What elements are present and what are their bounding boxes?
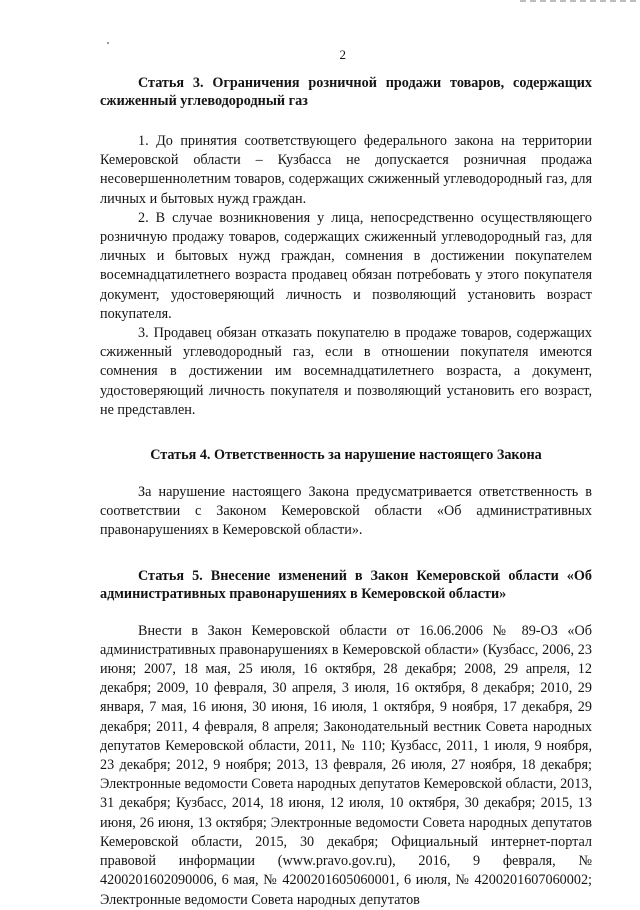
page-number: 2 <box>339 47 347 62</box>
scan-edge-mark <box>520 0 640 2</box>
article-5-paragraph: Внести в Закон Кемеровской области от 16.06.2006 № 89-ОЗ «Об административных правонарушениях в Кемеровской области» (Кузбасс, 2006, 23 июня; 2007, 18 мая, 25 июля, 16 октября, 28 декабря; 2008, 29 апреля, 12 декабря; 2009, 10 февраля, 30 апреля, 3 июля, 16 октября, 8 декабря; 2010, 29 января, 7 мая, 16 июня, 30 июня, 16 июля, 1 октября, 9 ноября, 17 декабря, 29 декабря; 2011, 4 февраля, 8 апреля; Законодательный вестник Совета народных депутатов Кемеровской области, 2011, № 110; Кузбасс, 2011, 1 июля, 9 ноября, 23 декабря; 2012, 9 ноября; 2013, 13 февраля, 26 июля, 27 ноября, 18 декабря; Электронные ведомости Совета народных депутатов Кемеровской области, 2013, 31 декабря; Кузбасс, 2014, 18 июня, 12 июля, 10 октября, 30 декабря; 2015, 13 июня, 26 июня, 13 октября; Электронные ведомости Совета народных депутатов Кемеровской области, 2015, 30 декабря; Официальный интернет-портал правовой информации (www.pravo.gov.ru), 2016, 9 февраля, № 4200201602090006, 6 мая, № 4200201605060001, 6 июля, № 4200201607060002; Электронные ведомости Совета народных депутатов <box>100 622 592 908</box>
scan-dot <box>107 42 109 44</box>
document-body <box>100 74 592 910</box>
article-4 <box>100 446 592 541</box>
article-4-heading: Статья 4. Ответственность за нарушение настоящего Закона <box>150 447 542 464</box>
article-5 <box>100 567 592 910</box>
article-3-paragraph-1: 1. До принятия соответствующего федерального закона на территории Кемеровской области – Кузбасса не допускается розничная продажа несовершеннолетним товаров, содержащих сжиженный углеводородный газ, для личных и бытовых нужд граждан. <box>100 133 592 207</box>
article-3-paragraph-3: 3. Продавец обязан отказать покупателю в продаже товаров, содержащих сжиженный углеводородный газ, если в отношении покупателя имеются сомнения в достижении им восемнадцатилетнего возраста, а документ, удостоверяющий личность покупателя и позволяющий установить его возраст, не представлен. <box>100 325 592 418</box>
article-3 <box>100 74 592 420</box>
article-5-heading: Статья 5. Внесение изменений в Закон Кемеровской области «Об административных правонарушениях в Кемеровской области» <box>100 567 592 602</box>
article-4-paragraph: За нарушение настоящего Закона предусматривается ответственность в соответствии с Законом Кемеровской области «Об административных правонарушениях в Кемеровской области». <box>100 484 592 539</box>
article-3-paragraph-2: 2. В случае возникновения у лица, непосредственно осуществляющего розничную продажу товаров, содержащих сжиженный углеводородный газ, для личных и бытовых нужд граждан, сомнения в достижении покупателем восемнадцатилетнего возраста продавец обязан потребовать у этого покупателя документ, удостоверяющий личность и позволяющий установить возраст покупателя. <box>100 209 592 322</box>
article-3-heading: Статья 3. Ограничения розничной продажи товаров, содержащих сжиженный углеводородный газ <box>100 75 592 109</box>
